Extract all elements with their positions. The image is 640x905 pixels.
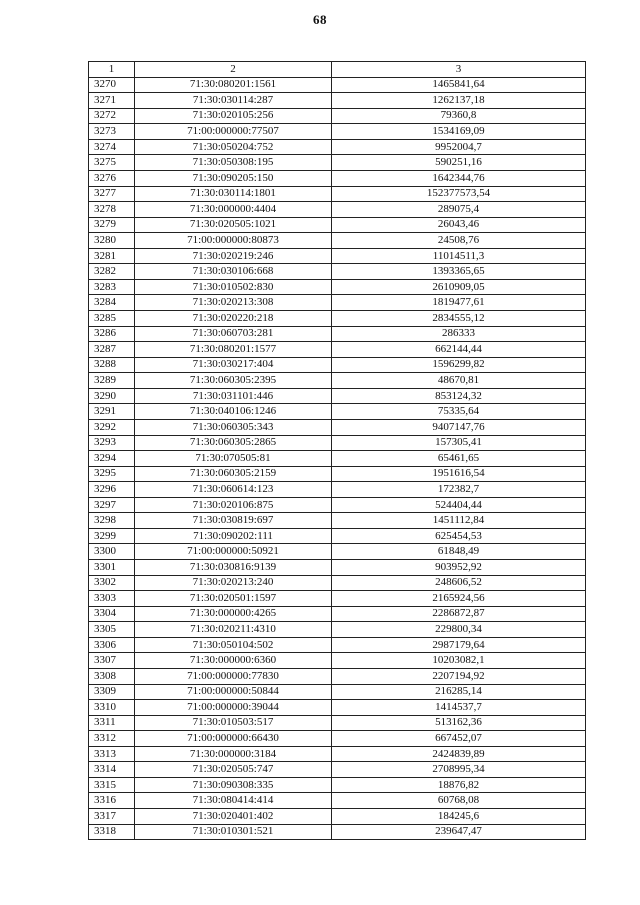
table-row xyxy=(89,295,586,311)
table-row xyxy=(89,560,586,576)
row-number-cell: 3273 xyxy=(89,124,135,140)
cadastral-value-cell: 1534169,09 xyxy=(332,124,586,140)
cadastral-value-cell: 24508,76 xyxy=(332,233,586,249)
cadastral-value-cell: 2286872,87 xyxy=(332,606,586,622)
row-number-cell: 3294 xyxy=(89,451,135,467)
table-row xyxy=(89,93,586,109)
row-number-cell: 3302 xyxy=(89,575,135,591)
table-row xyxy=(89,700,586,716)
cadastral-number-cell: 71:30:020213:240 xyxy=(135,575,332,591)
row-number-cell: 3298 xyxy=(89,513,135,529)
table-row xyxy=(89,373,586,389)
cadastral-value-cell: 11014511,3 xyxy=(332,248,586,264)
cadastral-number-cell: 71:30:090202:111 xyxy=(135,528,332,544)
row-number-cell: 3290 xyxy=(89,388,135,404)
cadastral-number-cell: 71:30:090205:150 xyxy=(135,170,332,186)
row-number-cell: 3310 xyxy=(89,700,135,716)
cadastral-number-cell: 71:30:050204:752 xyxy=(135,139,332,155)
table-row xyxy=(89,170,586,186)
row-number-cell: 3280 xyxy=(89,233,135,249)
table-row xyxy=(89,591,586,607)
cadastral-number-cell: 71:30:030816:9139 xyxy=(135,560,332,576)
cadastral-value-cell: 152377573,54 xyxy=(332,186,586,202)
table-row xyxy=(89,606,586,622)
cadastral-number-cell: 71:30:000000:4404 xyxy=(135,202,332,218)
cadastral-number-cell: 71:30:040106:1246 xyxy=(135,404,332,420)
cadastral-number-cell: 71:30:020501:1597 xyxy=(135,591,332,607)
cadastral-value-cell: 75335,64 xyxy=(332,404,586,420)
cadastral-number-cell: 71:30:020401:402 xyxy=(135,809,332,825)
cadastral-number-cell: 71:30:031101:446 xyxy=(135,388,332,404)
cadastral-value-cell: 9407147,76 xyxy=(332,419,586,435)
cadastral-number-cell: 71:30:030217:404 xyxy=(135,357,332,373)
table-header xyxy=(89,62,586,78)
row-number-cell: 3300 xyxy=(89,544,135,560)
cadastral-value-table xyxy=(88,61,586,840)
row-number-cell: 3278 xyxy=(89,202,135,218)
row-number-cell: 3318 xyxy=(89,824,135,840)
table-row xyxy=(89,77,586,93)
table-body xyxy=(89,77,586,840)
cadastral-number-cell: 71:30:080414:414 xyxy=(135,793,332,809)
table-row xyxy=(89,653,586,669)
row-number-cell: 3271 xyxy=(89,93,135,109)
table-row xyxy=(89,731,586,747)
row-number-cell: 3306 xyxy=(89,637,135,653)
row-number-cell: 3296 xyxy=(89,482,135,498)
table-row xyxy=(89,809,586,825)
cadastral-value-cell: 853124,32 xyxy=(332,388,586,404)
cadastral-value-cell: 26043,46 xyxy=(332,217,586,233)
column-header-1: 1 xyxy=(89,62,135,78)
cadastral-value-cell: 157305,41 xyxy=(332,435,586,451)
cadastral-number-cell: 71:30:010502:830 xyxy=(135,279,332,295)
table-row xyxy=(89,482,586,498)
row-number-cell: 3275 xyxy=(89,155,135,171)
cadastral-value-cell: 1596299,82 xyxy=(332,357,586,373)
cadastral-value-cell: 48670,81 xyxy=(332,373,586,389)
row-number-cell: 3286 xyxy=(89,326,135,342)
row-number-cell: 3308 xyxy=(89,668,135,684)
cadastral-number-cell: 71:30:020105:256 xyxy=(135,108,332,124)
column-header-2: 2 xyxy=(135,62,332,78)
table-row xyxy=(89,155,586,171)
cadastral-value-cell: 289075,4 xyxy=(332,202,586,218)
table-row xyxy=(89,233,586,249)
row-number-cell: 3287 xyxy=(89,342,135,358)
cadastral-number-cell: 71:00:000000:39044 xyxy=(135,700,332,716)
page-number: 68 xyxy=(313,12,327,27)
cadastral-number-cell: 71:30:030819:697 xyxy=(135,513,332,529)
row-number-cell: 3313 xyxy=(89,746,135,762)
table-row xyxy=(89,746,586,762)
cadastral-number-cell: 71:30:050308:195 xyxy=(135,155,332,171)
cadastral-number-cell: 71:30:090308:335 xyxy=(135,777,332,793)
cadastral-value-cell: 662144,44 xyxy=(332,342,586,358)
header-row xyxy=(89,62,586,78)
cadastral-value-cell: 60768,08 xyxy=(332,793,586,809)
row-number-cell: 3283 xyxy=(89,279,135,295)
table-row xyxy=(89,497,586,513)
cadastral-number-cell: 71:30:060305:2865 xyxy=(135,435,332,451)
cadastral-value-cell: 18876,82 xyxy=(332,777,586,793)
table-row xyxy=(89,684,586,700)
table-row xyxy=(89,793,586,809)
cadastral-number-cell: 71:30:020213:308 xyxy=(135,295,332,311)
table-row xyxy=(89,202,586,218)
row-number-cell: 3301 xyxy=(89,560,135,576)
row-number-cell: 3292 xyxy=(89,419,135,435)
cadastral-value-cell: 65461,65 xyxy=(332,451,586,467)
table-row xyxy=(89,326,586,342)
cadastral-value-cell: 2207194,92 xyxy=(332,668,586,684)
cadastral-number-cell: 71:30:050104:502 xyxy=(135,637,332,653)
table-row xyxy=(89,777,586,793)
cadastral-value-cell: 286333 xyxy=(332,326,586,342)
cadastral-value-cell: 625454,53 xyxy=(332,528,586,544)
cadastral-number-cell: 71:30:060703:281 xyxy=(135,326,332,342)
cadastral-number-cell: 71:00:000000:77507 xyxy=(135,124,332,140)
table-row xyxy=(89,124,586,140)
cadastral-value-cell: 229800,34 xyxy=(332,622,586,638)
table-row xyxy=(89,637,586,653)
table-row xyxy=(89,715,586,731)
table-row xyxy=(89,342,586,358)
row-number-cell: 3281 xyxy=(89,248,135,264)
cadastral-number-cell: 71:30:020211:4310 xyxy=(135,622,332,638)
cadastral-number-cell: 71:30:010301:521 xyxy=(135,824,332,840)
row-number-cell: 3316 xyxy=(89,793,135,809)
table-row xyxy=(89,762,586,778)
cadastral-value-cell: 667452,07 xyxy=(332,731,586,747)
row-number-cell: 3312 xyxy=(89,731,135,747)
row-number-cell: 3289 xyxy=(89,373,135,389)
table-row xyxy=(89,528,586,544)
cadastral-value-cell: 1465841,64 xyxy=(332,77,586,93)
cadastral-value-cell: 2708995,34 xyxy=(332,762,586,778)
table-row xyxy=(89,264,586,280)
table-row xyxy=(89,404,586,420)
row-number-cell: 3285 xyxy=(89,311,135,327)
cadastral-value-cell: 2610909,05 xyxy=(332,279,586,295)
cadastral-value-cell: 513162,36 xyxy=(332,715,586,731)
column-header-3: 3 xyxy=(332,62,586,78)
cadastral-value-cell: 184245,6 xyxy=(332,809,586,825)
row-number-cell: 3288 xyxy=(89,357,135,373)
row-number-cell: 3276 xyxy=(89,170,135,186)
row-number-cell: 3307 xyxy=(89,653,135,669)
cadastral-number-cell: 71:30:080201:1577 xyxy=(135,342,332,358)
cadastral-number-cell: 71:30:020505:747 xyxy=(135,762,332,778)
row-number-cell: 3317 xyxy=(89,809,135,825)
row-number-cell: 3284 xyxy=(89,295,135,311)
cadastral-number-cell: 71:30:020106:875 xyxy=(135,497,332,513)
table-row xyxy=(89,248,586,264)
cadastral-number-cell: 71:30:000000:4265 xyxy=(135,606,332,622)
cadastral-number-cell: 71:30:080201:1561 xyxy=(135,77,332,93)
cadastral-value-cell: 903952,92 xyxy=(332,560,586,576)
table-row xyxy=(89,466,586,482)
cadastral-value-cell: 2424839,89 xyxy=(332,746,586,762)
cadastral-value-cell: 10203082,1 xyxy=(332,653,586,669)
row-number-cell: 3314 xyxy=(89,762,135,778)
row-number-cell: 3279 xyxy=(89,217,135,233)
cadastral-number-cell: 71:00:000000:50844 xyxy=(135,684,332,700)
cadastral-value-cell: 172382,7 xyxy=(332,482,586,498)
cadastral-number-cell: 71:30:000000:3184 xyxy=(135,746,332,762)
row-number-cell: 3270 xyxy=(89,77,135,93)
cadastral-value-cell: 248606,52 xyxy=(332,575,586,591)
table-row xyxy=(89,668,586,684)
cadastral-number-cell: 71:30:070505:81 xyxy=(135,451,332,467)
row-number-cell: 3282 xyxy=(89,264,135,280)
row-number-cell: 3295 xyxy=(89,466,135,482)
row-number-cell: 3277 xyxy=(89,186,135,202)
table-row xyxy=(89,108,586,124)
row-number-cell: 3297 xyxy=(89,497,135,513)
cadastral-value-cell: 1642344,76 xyxy=(332,170,586,186)
table-row xyxy=(89,575,586,591)
row-number-cell: 3315 xyxy=(89,777,135,793)
cadastral-number-cell: 71:30:030114:1801 xyxy=(135,186,332,202)
cadastral-number-cell: 71:30:060305:343 xyxy=(135,419,332,435)
row-number-cell: 3274 xyxy=(89,139,135,155)
table-row xyxy=(89,357,586,373)
table-row xyxy=(89,419,586,435)
cadastral-value-cell: 1951616,54 xyxy=(332,466,586,482)
cadastral-value-cell: 1414537,7 xyxy=(332,700,586,716)
cadastral-value-cell: 1451112,84 xyxy=(332,513,586,529)
table-row xyxy=(89,217,586,233)
table-row xyxy=(89,388,586,404)
cadastral-number-cell: 71:00:000000:66430 xyxy=(135,731,332,747)
table-row xyxy=(89,139,586,155)
table-row xyxy=(89,544,586,560)
table-row xyxy=(89,622,586,638)
row-number-cell: 3272 xyxy=(89,108,135,124)
cadastral-number-cell: 71:30:020505:1021 xyxy=(135,217,332,233)
cadastral-number-cell: 71:00:000000:50921 xyxy=(135,544,332,560)
cadastral-number-cell: 71:30:030114:287 xyxy=(135,93,332,109)
cadastral-number-cell: 71:30:060305:2395 xyxy=(135,373,332,389)
row-number-cell: 3291 xyxy=(89,404,135,420)
cadastral-number-cell: 71:30:020220:218 xyxy=(135,311,332,327)
cadastral-number-cell: 71:30:010503:517 xyxy=(135,715,332,731)
cadastral-number-cell: 71:30:020219:246 xyxy=(135,248,332,264)
table-row xyxy=(89,311,586,327)
row-number-cell: 3309 xyxy=(89,684,135,700)
cadastral-value-cell: 239647,47 xyxy=(332,824,586,840)
cadastral-value-cell: 61848,49 xyxy=(332,544,586,560)
cadastral-number-cell: 71:30:000000:6360 xyxy=(135,653,332,669)
table-row xyxy=(89,824,586,840)
cadastral-number-cell: 71:30:060614:123 xyxy=(135,482,332,498)
row-number-cell: 3311 xyxy=(89,715,135,731)
row-number-cell: 3305 xyxy=(89,622,135,638)
cadastral-number-cell: 71:30:030106:668 xyxy=(135,264,332,280)
table-row xyxy=(89,186,586,202)
cadastral-value-cell: 79360,8 xyxy=(332,108,586,124)
cadastral-number-cell: 71:00:000000:77830 xyxy=(135,668,332,684)
cadastral-value-cell: 216285,14 xyxy=(332,684,586,700)
cadastral-number-cell: 71:00:000000:80873 xyxy=(135,233,332,249)
table-row xyxy=(89,451,586,467)
cadastral-value-cell: 2165924,56 xyxy=(332,591,586,607)
row-number-cell: 3303 xyxy=(89,591,135,607)
cadastral-value-cell: 1262137,18 xyxy=(332,93,586,109)
row-number-cell: 3293 xyxy=(89,435,135,451)
cadastral-value-cell: 590251,16 xyxy=(332,155,586,171)
cadastral-number-cell: 71:30:060305:2159 xyxy=(135,466,332,482)
cadastral-value-cell: 524404,44 xyxy=(332,497,586,513)
cadastral-value-cell: 2834555,12 xyxy=(332,311,586,327)
row-number-cell: 3304 xyxy=(89,606,135,622)
table-row xyxy=(89,435,586,451)
cadastral-value-cell: 1393365,65 xyxy=(332,264,586,280)
cadastral-value-cell: 1819477,61 xyxy=(332,295,586,311)
cadastral-value-cell: 9952004,7 xyxy=(332,139,586,155)
table-row xyxy=(89,279,586,295)
row-number-cell: 3299 xyxy=(89,528,135,544)
cadastral-value-cell: 2987179,64 xyxy=(332,637,586,653)
table-row xyxy=(89,513,586,529)
